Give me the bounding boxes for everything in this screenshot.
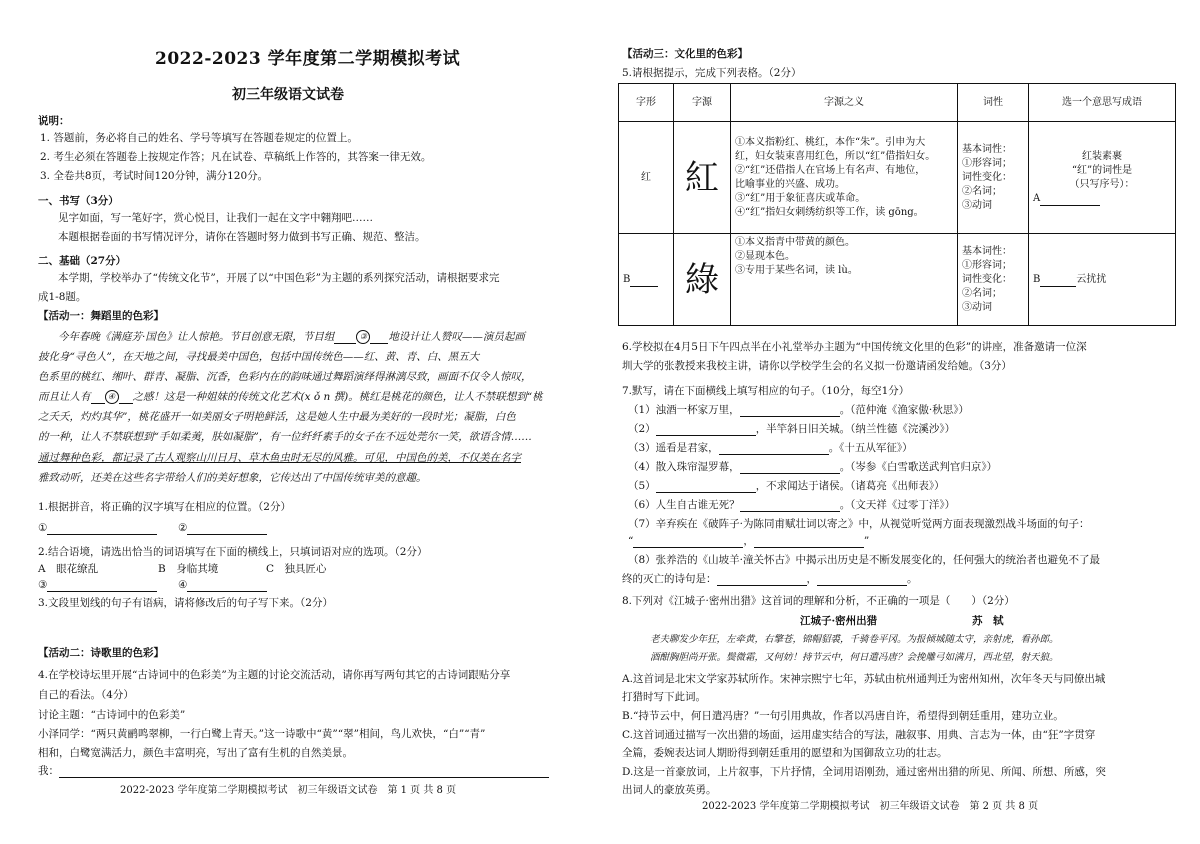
q1-marker-a: ①: [38, 522, 48, 534]
q4-example-line1: 小泽同学：“两只黄鹂鸣翠柳，一行白鹭上青天。”这一诗歌中“黄”“翠”相间，鸟儿欢快，“白”“青”: [38, 728, 486, 740]
row1-pos-1: 基本词性：: [962, 143, 1012, 155]
row1-idiom-answer[interactable]: [1033, 192, 1171, 206]
passage-line1: [58, 330, 525, 344]
q2-answer-c[interactable]: [38, 578, 157, 592]
passage-text: 而且让人有: [38, 391, 91, 403]
poem-line1: 老夫聊发少年狂，左牵黄，右擎苍，锦帽貂裘，千骑卷平冈。为报倾城随太守，亲射虎，看孙郎。: [650, 634, 1059, 645]
passage-line5: 之夭夭，灼灼其华”，桃花盛开一如美丽女子明艳鲜活，这是她人生中最为美好的一段时光；凝脂，白色: [38, 411, 516, 423]
row1-meaning-6: ④“红”指妇女刺绣纺织等工作，读 gōng。: [735, 206, 924, 218]
left-footer: 2022-2023 学年度第二学期模拟考试 初三年级语文试卷 第 1 页 共 8 页: [120, 785, 457, 796]
q7-4-post: 。（岑参《白雪歌送武判官归京》）: [839, 461, 998, 473]
passage-line7-underlined: 通过舞种色彩，都记录了古人观察山川日月、草木鱼虫时无尽的风雅。可见，中国色的美，不仅美在名字: [38, 452, 521, 464]
table-row-green: [619, 234, 1176, 326]
row1-meaning-4: 比喻事业的兴盛、成功。: [735, 178, 845, 190]
question-3: 3.文段里划线的句子有语病，请将修改后的句子写下来。（2分）: [38, 597, 333, 609]
option-b: B.“持节云中，何日遣冯唐？”一句引用典故，作者以冯唐自许，希望得到朝廷重用，建功立业。: [622, 710, 1064, 722]
right-footer: 2022-2023 学年度第二学期模拟考试 初三年级语文试卷 第 2 页 共 8 页: [702, 801, 1039, 812]
passage-text: 今年春晚《满庭芳·国色》让人惊艳。节目创意无限，节目组: [58, 331, 335, 343]
header-idiom: 选一个意思写成语: [1029, 84, 1176, 122]
row2-idiom[interactable]: [1029, 234, 1176, 326]
question-2: 2.结合语境，请选出恰当的词语填写在下面的横线上，只填词语对应的选项。（2分）: [38, 546, 428, 558]
poem-line2: 酒酣胸胆尚开张。鬓微霜，又何妨！持节云中，何日遣冯唐？会挽雕弓如满月，西北望，射天狼。: [650, 652, 1059, 663]
header-pos: 词性: [958, 84, 1029, 122]
q2-marker-c: ③: [38, 579, 48, 591]
q7-item-7-answer[interactable]: “ ， ”: [628, 535, 870, 547]
row1-pos: [958, 122, 1029, 234]
q1-marker-b: ②: [178, 522, 188, 534]
passage-text: 地设计让人赞叹——演员起画: [388, 331, 525, 343]
row2-glyph-label: B: [623, 273, 631, 285]
row2-meaning-3: ③专用于某些名词，读 lù。: [735, 265, 858, 276]
row1-pos-5: ③动词: [962, 199, 992, 211]
question-6-line2: 圳大学的张教授来我校主讲，请你以学校学生会的名义拟一份邀请函发给她。（3分）: [622, 360, 1012, 372]
q2-option-c: C 独具匠心: [266, 563, 327, 575]
question-6-line1: 6.学校拟在4月5日下午四点半在小礼堂举办主题为“中国传统文化里的色彩”的讲座，准备邀请一位深: [622, 341, 1087, 353]
q4-me-label: 我：: [38, 765, 59, 777]
q2-option-b: B 身临其境: [158, 563, 219, 575]
passage-line4: [38, 390, 543, 404]
exam-title: 2022-2023 学年度第二学期模拟考试: [155, 49, 461, 69]
q7-item-1[interactable]: [628, 403, 969, 417]
row2-meanings: [731, 234, 958, 326]
section2-intro2: 成1-8题。: [38, 291, 87, 303]
row2-meaning-1: ①本义指青中带黄的颜色。: [735, 237, 855, 248]
q2-marker-d: ④: [178, 579, 188, 591]
row1-idiom-phrase: 红装素裹: [1082, 150, 1122, 162]
row2-pos-1: 基本词性：: [962, 245, 1012, 257]
header-meaning: 字源之义: [731, 84, 958, 122]
character-table: [618, 83, 1176, 326]
row1-idiom-prompt: “红”的词性是: [1071, 164, 1133, 176]
passage-text: (x ǒ n 撰)。桃红是桃花的颜色，让人不禁联想到“桃: [300, 391, 543, 403]
row1-pos-4: ②名词；: [962, 185, 1002, 197]
row2-meaning-2: ②显现本色。: [735, 251, 795, 262]
q7-item-4[interactable]: [628, 460, 997, 474]
q7-item-5[interactable]: [628, 479, 945, 493]
option-a-line1: A.这首词是北宋文学家苏轼所作。宋神宗熙宁七年，苏轼由杭州通判迁为密州知州，次年冬天与同僚出城: [622, 673, 1106, 685]
row1-meaning-2: 红，妇女装束喜用红色，所以“红”借指妇女。: [735, 150, 936, 162]
section1-heading: 一、书写（3分）: [38, 195, 119, 207]
section2-heading: 二、基础（27分）: [38, 255, 127, 267]
table-row-red: [619, 122, 1176, 234]
question-7: 7.默写，请在下面横线上填写相应的句子。（10分，每空1分）: [622, 385, 910, 397]
passage-line2: 披化身“寻色人”，在天地之间，寻找最美中国色，包括中国传统色——红、黄、青、白、黑五大: [38, 351, 480, 363]
instruction-1: 1. 答题前，务必将自己的姓名、学号等填写在答题卷规定的位置上。: [40, 132, 358, 144]
row1-meaning-5: ③“红”用于象征喜庆或革命。: [735, 192, 866, 204]
row2-pos-4: ②名词；: [962, 287, 1002, 299]
option-d-line2: 出词人的豪放英勇。: [622, 784, 717, 796]
row2-idiom-phrase: 云扰扰: [1076, 273, 1107, 285]
q4-topic: 讨论主题：“古诗词中的色彩美”: [38, 709, 186, 721]
q7-1-post: 。（范仲淹《渔家傲·秋思》）: [839, 404, 970, 416]
right-page: [600, 0, 1200, 844]
row2-pos-5: ③动词: [962, 301, 992, 313]
q7-2-post: ，半竿斜日旧关城。（纳兰性德《浣溪沙》）: [755, 423, 956, 435]
activity2-heading: 【活动二：诗歌里的色彩】: [38, 647, 164, 659]
question-4-line2: 自己的看法。（4分）: [38, 689, 134, 701]
row2-pos: [958, 234, 1029, 326]
question-5: 5.请根据提示，完成下列表格。（2分）: [622, 67, 802, 79]
q7-6-post: 。（文天祥《过零丁洋》）: [839, 499, 956, 511]
row2-pos-3: 词性变化：: [962, 273, 1012, 285]
q7-item-2[interactable]: [628, 422, 955, 436]
option-c-line1: C.这首词通过描写一次出猎的场面，运用虚实结合的写法，融叙事、用典、言志为一体，由“狂”字贯穿: [622, 729, 1096, 741]
header-origin: 字源: [674, 84, 731, 122]
row2-seal-script: 綠: [674, 234, 731, 326]
q7-3-post: 。《十五从军征》）: [828, 442, 913, 454]
row1-pos-3: 词性变化：: [962, 171, 1012, 183]
row1-seal-script: 紅: [674, 122, 731, 234]
blank-4-marker: ④: [105, 390, 119, 404]
poem-author: 苏 轼: [972, 615, 1004, 627]
q7-1-pre: （1）浊酒一杯家万里，: [628, 404, 740, 416]
q7-item-3[interactable]: [628, 441, 913, 455]
q7-item-7: （7）辛弃疾在《破阵子·为陈同甫赋壮词以寄之》中，从视觉听觉两方面表现激烈战斗场面的句子：: [628, 518, 1090, 530]
q7-item-8-answer[interactable]: 终的灭亡的诗句是： ， 。: [622, 573, 918, 585]
q7-5-pre: （5）: [628, 480, 656, 492]
q7-4-pre: （4）散入珠帘湿罗幕，: [628, 461, 740, 473]
exam-subtitle: 初三年级语文试卷: [232, 87, 344, 103]
q7-2-pre: （2）: [628, 423, 656, 435]
blank-3-marker: ③: [356, 330, 370, 344]
passage-line3: 色系里的桃红、缃叶、群青、凝脂、沉香，色彩内在的韵味通过舞蹈演绎得淋漓尽致，画面不仅令人惊叹，: [38, 371, 532, 383]
q7-item-8: （8）张养浩的《山坡羊·潼关怀古》中揭示出历史是不断发展变化的，任何强大的统治者也避免不了最: [628, 554, 1101, 566]
row2-idiom-label: B: [1033, 273, 1041, 285]
passage-line8: 雅致动听，还美在这些名字带给人们的美好想象，它传达出了中国传统审美的意趣。: [38, 472, 427, 484]
q2-option-a: A 眼花缭乱: [38, 563, 99, 575]
passage-line6: 的一种，让人不禁联想到“手如柔荑，肤如凝脂”，有一位纤纤素手的女子在不远处莞尔一笑，欲语含情……: [38, 431, 532, 443]
row1-meaning-1: ①本义指粉红、桃红，本作“朱”。引申为大: [735, 136, 926, 148]
activity1-heading: 【活动一：舞蹈里的色彩】: [38, 310, 164, 322]
q4-example-line2: 相和，白鹭宽满活力，颜色丰富明亮，写出了富有生机的自然美景。: [38, 747, 353, 759]
poem-title: 江城子·密州出猎: [800, 615, 878, 627]
q7-item-6[interactable]: [628, 498, 955, 512]
option-c-line2: 全篇，委婉表达词人期盼得到朝廷重用的愿望和为国御敌立功的壮志。: [622, 747, 948, 759]
q7-3-pre: （3）遥看是君家，: [628, 442, 719, 454]
activity3-heading: 【活动三：文化里的色彩】: [622, 48, 748, 60]
instruction-3: 3. 全卷共8页，考试时间120分钟，满分120分。: [40, 170, 269, 182]
instruction-2: 2. 考生必须在答题卷上按规定作答；凡在试卷、草稿纸上作答的，其答案一律无效。: [40, 151, 432, 163]
row1-answer-label: A: [1033, 192, 1041, 204]
row1-meanings: [731, 122, 958, 234]
q1-answer-b[interactable]: [178, 521, 267, 535]
instructions-heading: 说明：: [38, 115, 70, 127]
q7-6-pre: （6）人生自古谁无死？: [628, 499, 740, 511]
row1-meaning-3: ②“红”还借指人在官场上有名声、有地位，: [735, 164, 926, 176]
question-4-line1: 4.在学校诗坛里开展“古诗词中的色彩美”为主题的讨论交流活动，请你再写两句其它的古诗词跟贴分享: [38, 669, 511, 681]
question-1: 1.根据拼音，将正确的汉字填写在相应的位置。（2分）: [38, 501, 291, 513]
row2-glyph-answer[interactable]: [619, 234, 674, 326]
q2-answer-d[interactable]: [178, 578, 267, 592]
q7-8-label: 终的灭亡的诗句是：: [622, 573, 717, 585]
question-8: 8.下列对《江城子·密州出猎》这首词的理解和分析，不正确的一项是（ ）（2分）: [622, 595, 1015, 607]
row1-pos-2: ①形容词；: [962, 157, 1012, 169]
q7-5-post: ，不求闻达于诸侯。（诸葛亮《出师表》）: [755, 480, 945, 492]
q4-my-answer[interactable]: [38, 764, 549, 778]
row1-idiom: [1029, 122, 1176, 234]
row1-glyph: 红: [619, 122, 674, 234]
section2-intro1: 本学期，学校举办了“传统文化节”，开展了以“中国色彩”为主题的系列探究活动，请根据要求完: [58, 272, 500, 284]
section1-line2: 本题根据卷面的书写情况评分，请你在答题时努力做到书写正确、规范、整洁。: [58, 231, 426, 243]
option-a-line2: 打猎时写下此词。: [622, 691, 706, 703]
row2-pos-2: ①形容词；: [962, 259, 1012, 271]
section1-line1: 见字如面，写一笔好字，赏心悦目，让我们一起在文字中翱翔吧……: [58, 212, 373, 224]
q1-answer-a[interactable]: [38, 521, 157, 535]
passage-text: 之感！这是一种姐妹的传统文化艺术: [132, 391, 301, 403]
header-glyph: 字形: [619, 84, 674, 122]
row1-idiom-note: （只写序号）：: [1069, 178, 1135, 190]
table-header-row: [619, 84, 1176, 122]
option-d-line1: D.这是一首豪放词，上片叙事，下片抒情，全词用语刚劲，通过密州出猎的所见、所闻、所想、所感，突: [622, 766, 1106, 778]
